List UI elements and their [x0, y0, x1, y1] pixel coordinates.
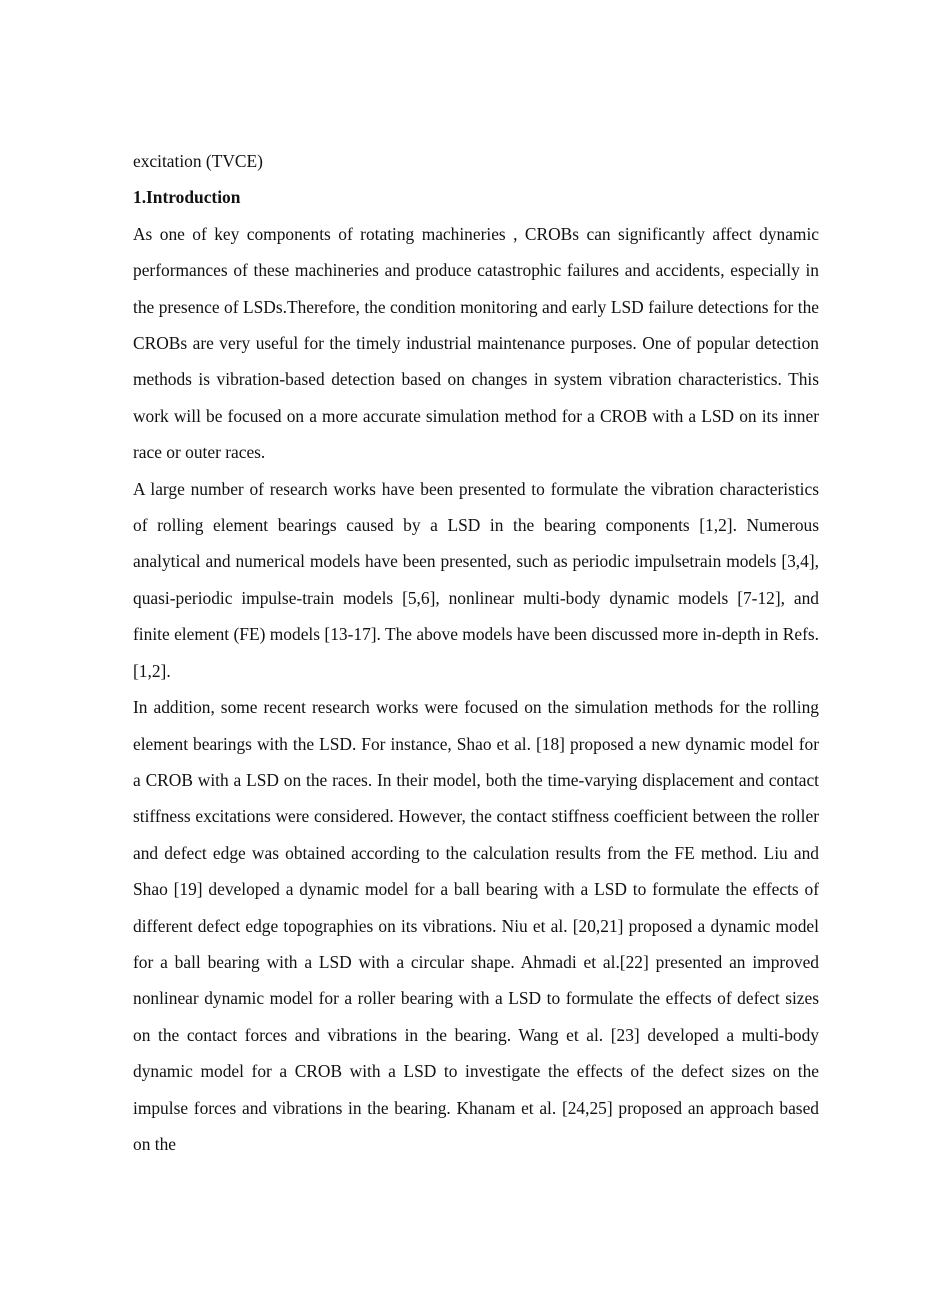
- section-heading: 1.Introduction: [133, 187, 241, 208]
- paragraph-3: In addition, some recent research works were focused on the simulation methods for the rolling element bearings with the LSD. For instance, Shao et al. [18] proposed a new dynamic model for a CROB with a LSD on the races. In their model, both the time-varying displacement and contact stiffness excitations were considered. However, the contact stiffness coefficient between the roller and defect edge was obtained according to the calculation results from the FE method. Liu and Shao [19] developed a dynamic model for a ball bearing with a LSD to formulate the effects of different defect edge topographies on its vibrations. Niu et al. [20,21] proposed a dynamic model for a ball bearing with a LSD with a circular shape. Ahmadi et al.[22] presented an improved nonlinear dynamic model for a roller bearing with a LSD to formulate the effects of defect sizes on the contact forces and vibrations in the bearing. Wang et al. [23] developed a multi-body dynamic model for a CROB with a LSD to investigate the effects of the defect sizes on the impulse forces and vibrations in the bearing. Khanam et al. [24,25] proposed an approach based on the: [133, 697, 819, 1154]
- document-page: [133, 143, 819, 1162]
- paragraph-2: A large number of research works have been presented to formulate the vibration characteristics of rolling element bearings caused by a LSD in the bearing components [1,2]. Numerous analytical and numerical models have been presented, such as periodic impulsetrain models [3,4], quasi-periodic impulse-train models [5,6], nonlinear multi-body dynamic models [7-12], and finite element (FE) models [13-17]. The above models have been discussed more in-depth in Refs.[1,2].: [133, 478, 819, 681]
- fragment-line: excitation (TVCE): [133, 151, 263, 171]
- paragraph-1: As one of key components of rotating machineries , CROBs can significantly affect dynamic performances of these machineries and produce catastrophic failures and accidents, especially in the presence of LSDs.Therefore, the condition monitoring and early LSD failure detections for the CROBs are very useful for the timely industrial maintenance purposes. One of popular detection methods is vibration-based detection based on changes in system vibration characteristics. This work will be focused on a more accurate simulation method for a CROB with a LSD on its inner race or outer races.: [133, 223, 819, 463]
